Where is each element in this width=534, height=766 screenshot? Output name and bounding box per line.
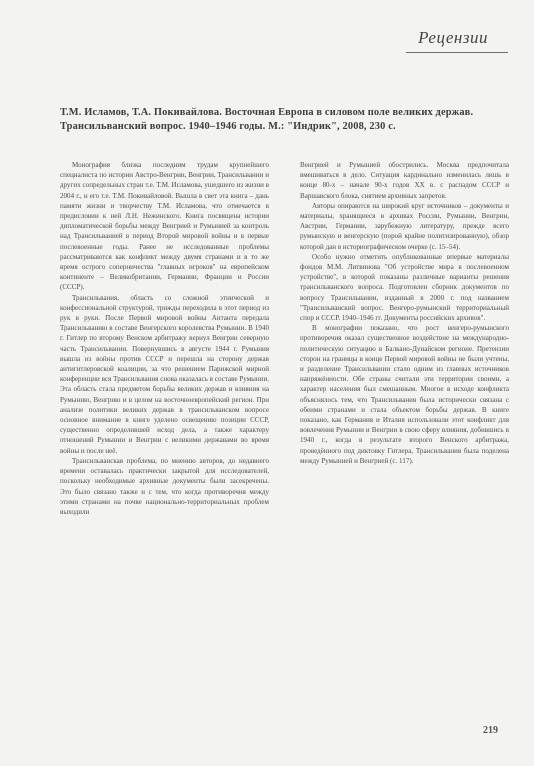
paragraph: Монография близка последним трудам крупнейшего специалиста по истории Австро-Венгрии, Венгрии, Трансильвании и других сопредельных стран т.е. Т.М. Исламова, ушедшего из жизни в 2004 г., и его т.е. Т.М. Покивайловой. Вышла в свет эта книга – дань памяти жизни и творчеству Т.М. Исламова, что отмечается в предисловии к ней Л.Н. Нежинского. Книга посвящена истории дипломатической борьбы между Венгрией и Румынией за контроль над Трансильванией в период Второй мировой войны и в первые послевоенные годы. Ранее не исследованные проблемы рассматриваются как конфликт между двумя странами и в то же время острого соперничества "главных игроков" на европейском континенте – Великобритании, Германии, Франции и России (СССР).: [60, 161, 269, 292]
paragraph: Особо нужно отметить опубликованные впервые материалы фондов М.М. Литвинова "Об устройстве мира в послевоенном устройстве", в которой показаны различные варианты решения трансильванского вопроса. Подготовлен сборник документов по вопросу Трансильвании, изданный в 2000 г. под названием "Трансильванский вопрос. Венгеро-румынский территориальный спор и СССР. 1940–1946 гг. Документы российских архивов".: [300, 252, 509, 323]
paragraph: Трансильванская проблема, по мнению авторов, до недавнего времени оставалась практически закрытой для исследователей, поскольку необходимые архивные документы были засекречены. Это было связано также и с тем, что когда противоречия между этими странами на почве национально-территориальных проблем выходили: [60, 456, 269, 516]
review-title: Т.М. Исламов, Т.А. Покивайлова. Восточная Европа в силовом поле великих держав. Трансильванский вопрос. 1940–1946 годы. М.: "Индрик", 2008, 230 с.: [60, 107, 474, 132]
left-column: [60, 160, 269, 517]
page-number: 219: [483, 725, 498, 736]
paragraph: Авторы опираются на широкий круг источников – документы и материалы, хранящиеся в архивах России, Румынии, Венгрии, Австрии, Германии, зарубежную литературу, прежде всего румынскую и венгерскую (порой крайне политизированную), обзор которой дан в историографическом очерке (с. 15–54).: [300, 201, 509, 251]
paragraph: Венгрией и Румынией обострились. Москва предпочитала вмешиваться в дело. Ситуация кардинально изменилась лишь в конце 80-х – начале 90-х годов XX в. с распадом СССР и Варшавского блока, снятием архивных запретов.: [300, 161, 509, 200]
right-column: [300, 160, 509, 466]
header-rule: [406, 52, 508, 53]
section-header: Рецензии: [418, 28, 488, 47]
paragraph: Трансильвания, область со сложной этнической и конфессиональной структурой, трижды переходила в этот период из рук в руки. После Первой мировой войны Антанта передала Трансильванию в составе Венгерского королевства Румынии. В 1940 г. Гитлер по второму Венском арбитражу вернул Венгрии северную часть Трансильвании. Повернувшись в августе 1944 г. Румыния вышла из войны против СССР и перешла на сторону держав антигитлеровской коалиции, за что решением Парижской мирной конференции вся Трансильвания снова оказалась в составе Румынии. Эта область стала предметом борьбы великих держав и влияния на Румынию, Венгрию и в целом на восточноевропейский регион. При анализе политики великих держав в трансильванском вопросе основное внимание в книге уделено освещению позиции СССР, существенно определившей исход дела, а также характеру отношений Румынии и Венгрии с великими державами во время войны и после неё.: [60, 293, 269, 455]
paragraph: В монографии показано, что рост венгеро-румынского противоречия оказал существенное воздействие на международно-политическую ситуацию в Балкано-Дунайском регионе. Претензии сторон на границы в конце Первой мировой войны не были учтены, и разделение Трансильвании стало одним из главных источников напряжённости. Обе страны считали эти территории своими, а характер населения был смешанным. Многое в исходе конфликта объяснялось тем, что Трансильвания была исторически связана с обеими странами и стала объектом борьбы держав. В книге показано, как Германия и Италия использовали этот конфликт для вовлечения Румынии и Венгрии в свою сферу влияния, добившись в 1940 г., когда в результате второго Венского арбитража, проведённого под диктовку Гитлера, Трансильвания была поделена между Румынией и Венгрией (с. 117).: [300, 324, 509, 465]
